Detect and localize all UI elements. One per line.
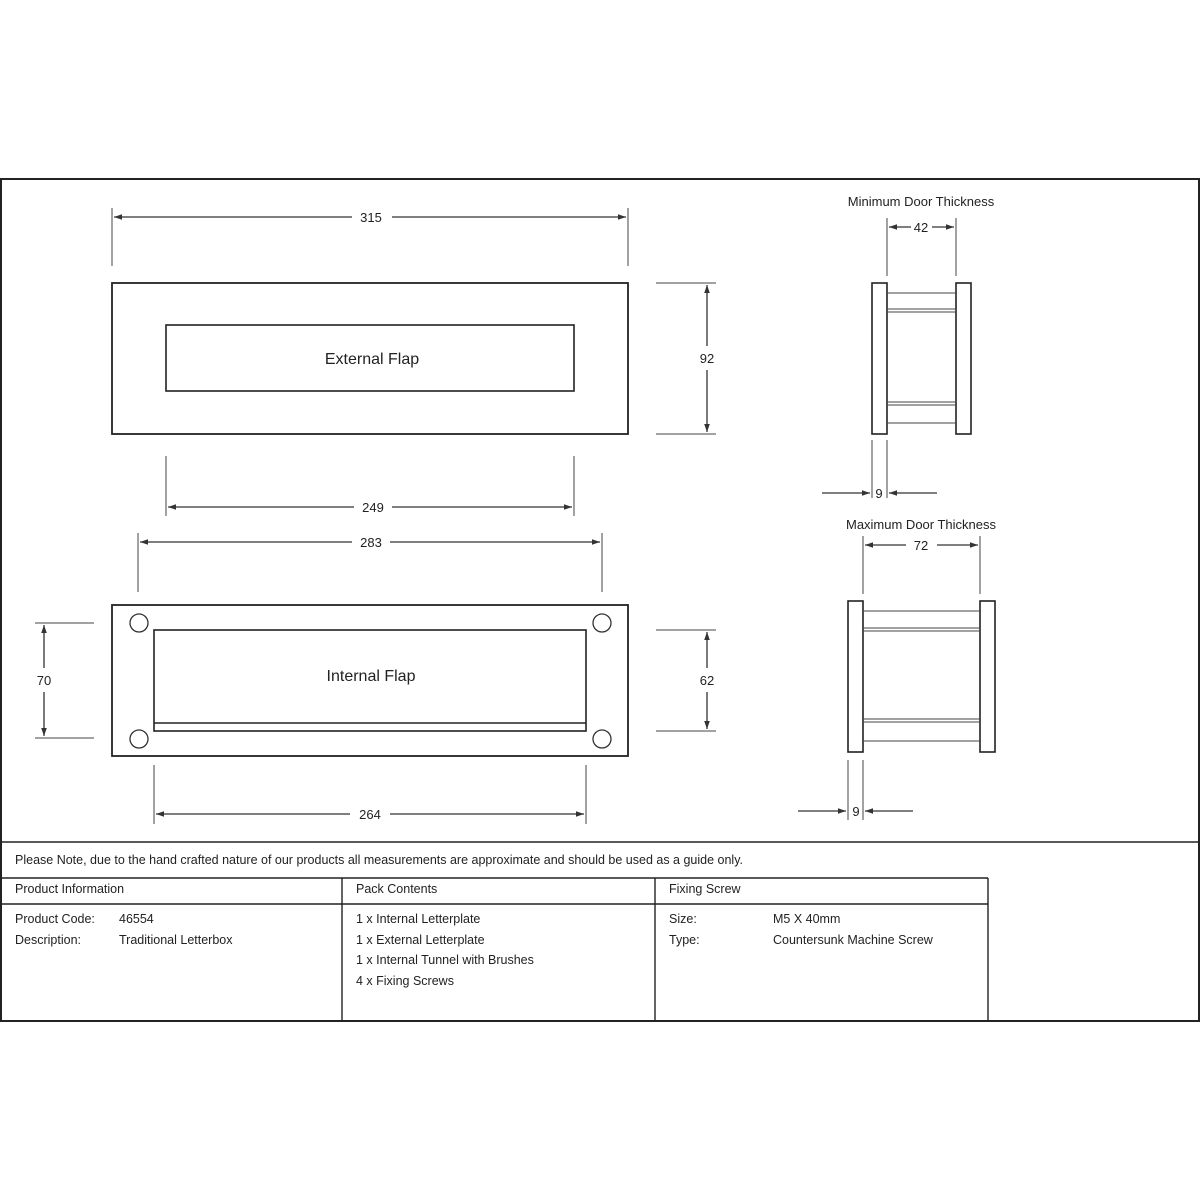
dim-max-thickness: 72 (913, 538, 929, 553)
max-door-side-view (798, 517, 997, 820)
dim-external-height: 92 (699, 351, 715, 366)
description-label: Description: (15, 933, 81, 947)
external-flap-label: External Flap (324, 351, 420, 368)
internal-flap-label: Internal Flap (326, 668, 416, 685)
internal-plate-side (956, 283, 971, 434)
pack-item: 1 x External Letterplate (356, 933, 485, 947)
product-code-value: 46554 (119, 912, 154, 926)
min-door-side-view (822, 194, 995, 501)
dim-min-thickness: 42 (913, 220, 929, 235)
fixing-screw-heading: Fixing Screw (669, 882, 741, 896)
pack-item: 1 x Internal Letterplate (356, 912, 481, 926)
screw-type-label: Type: (669, 933, 700, 947)
info-table (1, 842, 1199, 1021)
product-code-label: Product Code: (15, 912, 95, 926)
screw-size-value: M5 X 40mm (773, 912, 841, 926)
dim-internal-aperture-width: 264 (359, 807, 381, 822)
product-info-heading: Product Information (15, 882, 125, 896)
internal-letterplate-drawing (35, 533, 716, 824)
description-value: Traditional Letterbox (119, 933, 233, 947)
dim-max-plate: 9 (852, 804, 860, 819)
min-door-thickness-title: Minimum Door Thickness (847, 194, 995, 209)
internal-plate-side (980, 601, 995, 752)
pack-item: 1 x Internal Tunnel with Brushes (356, 953, 534, 967)
pack-item: 4 x Fixing Screws (356, 974, 454, 988)
screw-hole (593, 730, 611, 748)
max-door-thickness-title: Maximum Door Thickness (845, 517, 997, 532)
external-plate-side (872, 283, 887, 434)
screw-size-label: Size: (669, 912, 697, 926)
screw-hole (130, 730, 148, 748)
disclaimer-note: Please Note, due to the hand crafted nature of our products all measurements are approximate and should be used as a guide only. (15, 853, 744, 867)
external-letterplate-drawing (112, 208, 716, 516)
dim-external-width: 315 (360, 210, 382, 225)
external-plate-side (848, 601, 863, 752)
sheet-border (1, 179, 1199, 1021)
screw-hole (593, 614, 611, 632)
dim-internal-height: 70 (36, 673, 52, 688)
screw-type-value: Countersunk Machine Screw (773, 933, 933, 947)
dim-internal-aperture-height: 62 (699, 673, 715, 688)
pack-contents-heading: Pack Contents (356, 882, 438, 896)
dim-internal-width: 283 (360, 535, 382, 550)
screw-hole (130, 614, 148, 632)
dim-external-aperture: 249 (362, 500, 384, 515)
dim-min-plate: 9 (875, 486, 883, 501)
